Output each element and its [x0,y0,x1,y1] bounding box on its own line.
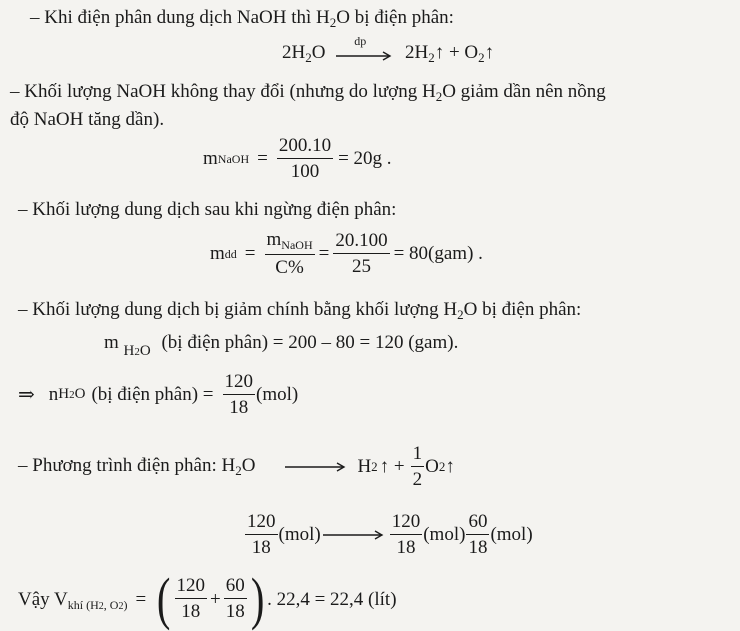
equation-moles-water: ⇒ n H2O (bị điện phân) = $\frac{120}{18}$ (mol) [18,371,299,418]
implies-icon: ⇒ [18,383,35,406]
reaction-arrow-icon [323,527,387,543]
text-line-mass-decrease: – Khối lượng dung dịch bị giảm chính bằng khối lượng $H_2O$ bị điện phân: [18,299,582,322]
equation-mass-naoh: m NaOH = $\frac{200.10}{100}$ = 20g . [203,135,392,182]
fraction-mole-oxygen: $\frac{60}{18}$ [468,511,488,558]
equation-mass-water: m $_{H2O}$ (bị điện phân) = 200 – 80 = 120 (gam). [104,332,459,359]
fraction-naoh-over-concentration: $\frac{m_{NaOH}}{C\%}$ [266,229,313,278]
text-line-naoh-constant: – Khối lượng NaOH không thay đổi (nhưng do lượng $H_2O$ giảm dần nên nồng [10,81,606,104]
fraction-mass-solution: $\frac{20.100}{25}$ [335,229,388,277]
text-line-electrolysis-intro: – Khi điện phân dung dịch NaOH thì $H_2O$ bị điện phân: [30,7,454,30]
reaction-water-electrolysis: $2H_2O$ dp $2H_2↑$ + $O_2↑$ [282,33,495,65]
mole-ratio-row: $\frac{120}{18}$ (mol) $\frac{120}{18}$ (mol) $\frac{60}{18}$ (mol) [247,511,533,558]
fraction-mole-water: $\frac{120}{18}$ [247,511,276,558]
fraction-moles-water: $\frac{120}{18}$ [224,371,253,418]
text-line-naoh-increase: độ NaOH tăng dần). [10,109,165,130]
reaction-arrow-icon [283,459,349,475]
equation-mass-solution: m dd = $\frac{m_{NaOH}}{C\%}$ = $\frac{20.100}{25}$ = 80(gam) . [210,229,483,278]
right-paren: ) [250,566,265,631]
fraction-mass-naoh: $\frac{200.10}{100}$ [278,135,332,182]
fraction-mole-hydrogen: $\frac{120}{18}$ [391,511,421,558]
text-line-solution-after: – Khối lượng dung dịch sau khi ngừng điện phân: [18,199,397,220]
equation-final-volume: Vậy V khí (H2, O2) = ( $\frac{120}{18}$ + $\frac{60}{18}$ ) . 22,4 = 22,4 (lít) [18,566,397,631]
fraction-one-half: $\frac{1}{2}$ [412,443,423,490]
left-paren: ( [157,566,171,631]
equation-electrolysis: – Phương trình điện phân: $H_2O$ H 2 ↑ + $\frac{1}{2}$ O 2 ↑ [18,443,455,490]
fraction-final-oxygen: $\frac{60}{18}$ [225,575,245,622]
fraction-final-water: $\frac{120}{18}$ [176,575,206,622]
reaction-arrow-icon: dp [334,44,396,64]
